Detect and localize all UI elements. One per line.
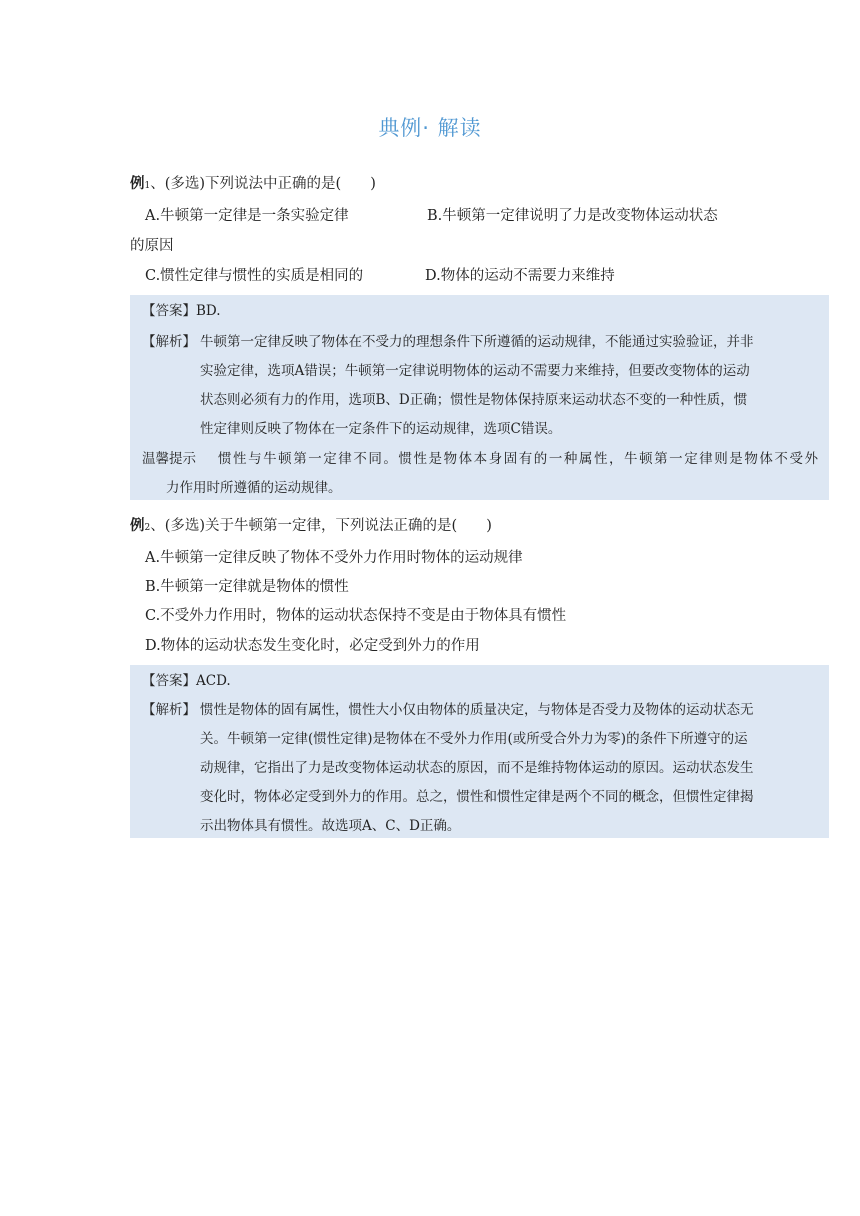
analysis-line: 关。牛顿第一定律(惯性定律)是物体在不受外力作用(或所受合外力为零)的条件下所遵守的运 [200, 731, 748, 747]
q2-option-a: A.牛顿第一定律反映了物体不受外力作用时物体的运动规律 [145, 550, 523, 566]
answer-tag: 【答案】 [142, 303, 196, 319]
analysis-line: 状态则必须有力的作用，选项B、D正确；惯性是物体保持原来运动状态不变的一种性质，惯 [200, 392, 748, 408]
question-number: 1 [144, 181, 151, 191]
q1-option-a: A.牛顿第一定律是一条实验定律 [145, 208, 349, 224]
analysis-line: 实验定律，选项A错误；牛顿第一定律说明物体的运动不需要力来维持，但要改变物体的运动 [200, 363, 750, 379]
tip-line-2: 力作用时所遵循的运动规律。 [166, 480, 342, 496]
q1-option-b: B.牛顿第一定律说明了力是改变物体运动状态 [427, 208, 718, 224]
analysis-line: 变化时，物体必定受到外力的作用。总之，惯性和惯性定律是两个不同的概念，但惯性定律揭 [200, 789, 754, 805]
answer-row [142, 670, 231, 692]
q1-option-d: D.物体的运动不需要力来维持 [425, 268, 615, 284]
tip-line-1: 惯性与牛顿第一定律不同。惯性是物体本身固有的一种属性，牛顿第一定律则是物体不受外 [218, 451, 818, 467]
q2-option-c: C.不受外力作用时，物体的运动状态保持不变是由于物体具有惯性 [145, 608, 567, 624]
question-label: 例 [130, 175, 145, 192]
question-label: 例 [130, 517, 145, 534]
analysis-line: 性定律则反映了物体在一定条件下的运动规律，选项C错误。 [200, 421, 562, 437]
q1-option-b-continued: 的原因 [130, 238, 174, 254]
q2-option-b: B.牛顿第一定律就是物体的惯性 [145, 579, 349, 595]
analysis-line: 示出物体具有惯性。故选项A、C、D正确。 [200, 818, 461, 834]
analysis-text [200, 328, 818, 444]
analysis-line: 动规律，它指出了力是改变物体运动状态的原因，而不是维持物体运动的原因。运动状态发生 [200, 760, 754, 776]
analysis-line: 惯性是物体的固有属性，惯性大小仅由物体的质量决定，与物体是否受力及物体的运动状态无 [200, 702, 754, 718]
question-text: 、(多选)关于牛顿第一定律，下列说法正确的是( ) [150, 518, 492, 534]
answer-value: ACD. [196, 673, 231, 689]
answer-tag: 【答案】 [142, 673, 196, 689]
question-2-stem [130, 516, 492, 538]
q2-option-d: D.物体的运动状态发生变化时，必定受到外力的作用 [145, 638, 480, 654]
question-text: 、(多选)下列说法中正确的是( ) [150, 176, 376, 192]
answer-box-2 [130, 665, 829, 838]
answer-box-1 [130, 295, 829, 500]
tip-tag: 温馨提示 [142, 451, 196, 467]
q1-option-c: C.惯性定律与惯性的实质是相同的 [145, 268, 364, 284]
question-1-stem [130, 174, 376, 196]
answer-value: BD. [196, 303, 221, 319]
analysis-tag: 【解析】 [142, 702, 196, 718]
analysis-tag: 【解析】 [142, 334, 196, 350]
answer-row [142, 300, 221, 322]
question-number: 2 [144, 523, 151, 533]
analysis-line: 牛顿第一定律反映了物体在不受力的理想条件下所遵循的运动规律，不能通过实验验证，并非 [200, 334, 754, 350]
analysis-text [200, 696, 818, 841]
page-title: 典例· 解读 [378, 116, 482, 140]
